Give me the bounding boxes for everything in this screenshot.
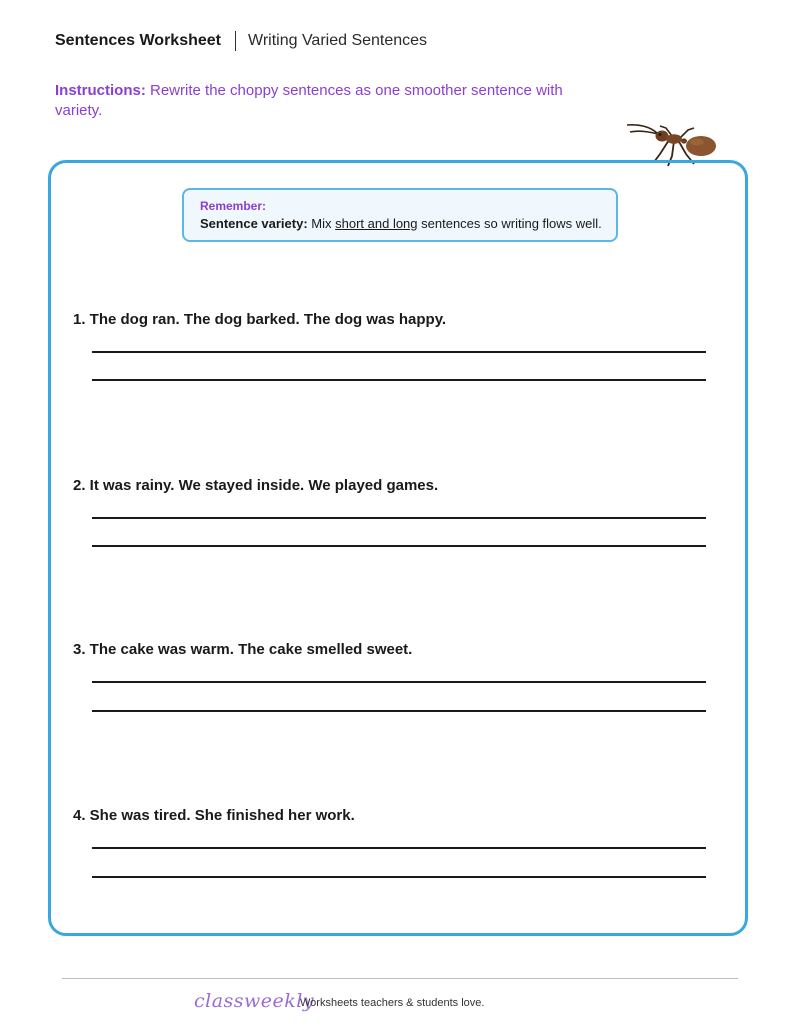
remember-text-before: Mix xyxy=(307,216,336,231)
answer-line[interactable] xyxy=(92,710,706,712)
remember-box xyxy=(182,188,618,242)
brand-logo: classweekly xyxy=(194,990,315,1012)
worksheet-title: Sentences Worksheet xyxy=(55,32,221,49)
answer-line[interactable] xyxy=(92,876,706,878)
instructions xyxy=(55,81,595,121)
answer-line[interactable] xyxy=(92,379,706,381)
instructions-text: Rewrite the choppy sentences as one smoother sentence with variety. xyxy=(55,82,563,119)
worksheet-subtitle: Writing Varied Sentences xyxy=(248,32,428,49)
question-3: 3. The cake was warm. The cake smelled sweet. xyxy=(73,641,413,658)
remember-text-after: sentences so writing flows well. xyxy=(417,216,602,231)
header-divider xyxy=(235,31,236,51)
question-4: 4. She was tired. She finished her work. xyxy=(73,807,355,824)
remember-underlined: short and long xyxy=(335,216,418,231)
remember-label: Sentence variety: xyxy=(200,216,308,231)
remember-title: Remember: xyxy=(200,199,267,213)
worksheet-header xyxy=(55,30,427,52)
answer-line[interactable] xyxy=(92,681,706,683)
answer-line[interactable] xyxy=(92,847,706,849)
footer-divider xyxy=(62,978,738,979)
question-2: 2. It was rainy. We stayed inside. We played games. xyxy=(73,477,439,494)
answer-line[interactable] xyxy=(92,545,706,547)
instructions-label: Instructions: xyxy=(55,82,146,99)
question-1: 1. The dog ran. The dog barked. The dog was happy. xyxy=(73,311,447,328)
footer-tagline: Worksheets teachers & students love. xyxy=(300,997,485,1009)
remember-body xyxy=(200,214,616,234)
answer-line[interactable] xyxy=(92,517,706,519)
answer-line[interactable] xyxy=(92,351,706,353)
